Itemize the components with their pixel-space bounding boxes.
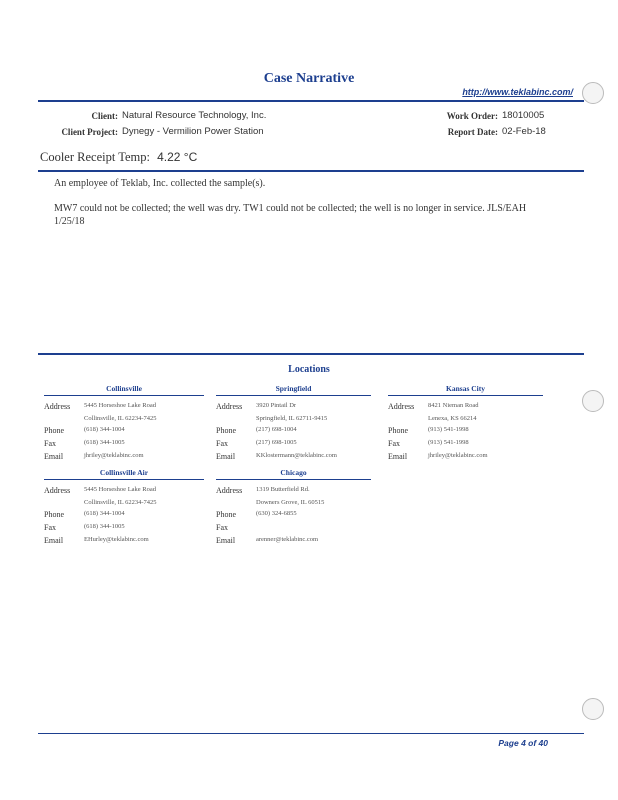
client-project-label: Client Project:: [61, 127, 118, 137]
location-kansas-city: [388, 384, 543, 396]
address-line-1: 5445 Horseshoe Lake Road: [84, 486, 157, 493]
address-label: Address: [216, 402, 243, 411]
fax-value: (618) 344-1005: [84, 439, 125, 446]
city-rule: [44, 395, 204, 396]
phone-label: Phone: [44, 426, 64, 435]
address-line-2: Collinsville, IL 62234-7425: [84, 499, 157, 506]
phone-label: Phone: [216, 426, 236, 435]
narrative-line-2: MW7 could not be collected; the well was dry. TW1 could not be collected; the well is no longer in service. JLS/EAH: [54, 203, 527, 214]
work-order-value: 18010005: [502, 110, 545, 121]
phone-value: (913) 541-1998: [428, 426, 469, 433]
binder-hole-icon: [582, 390, 604, 412]
work-order-label: Work Order:: [446, 111, 498, 121]
cooler-rule: [38, 170, 584, 172]
phone-value: (618) 344-1004: [84, 510, 125, 517]
email-value[interactable]: jhriley@teklabinc.com: [428, 452, 488, 459]
fax-label: Fax: [44, 439, 56, 448]
report-date-label: Report Date:: [447, 127, 498, 137]
address-line-1: 3920 Pintail Dr: [256, 402, 297, 409]
locations-title: Locations: [288, 364, 330, 375]
location-chicago: [216, 468, 371, 480]
email-label: Email: [216, 452, 236, 461]
fax-label: Fax: [216, 439, 228, 448]
city-name: Springfield: [275, 384, 312, 393]
email-value[interactable]: EHurley@teklabinc.com: [84, 536, 149, 543]
email-value[interactable]: arenner@teklabinc.com: [256, 536, 319, 543]
email-label: Email: [216, 536, 236, 545]
city-name: Collinsville: [106, 384, 142, 393]
footer-rule: [38, 733, 584, 734]
address-line-2: Collinsville, IL 62234-7425: [84, 415, 157, 422]
phone-label: Phone: [216, 510, 236, 519]
email-value[interactable]: jhriley@teklabinc.com: [84, 452, 144, 459]
city-name: Chicago: [280, 468, 307, 477]
phone-value: (618) 344-1004: [84, 426, 125, 433]
report-date-value: 02-Feb-18: [502, 126, 546, 137]
city-name: Kansas City: [446, 384, 485, 393]
locations-rule: [38, 353, 584, 355]
address-line-2: Springfield, IL 62711-9415: [256, 415, 328, 422]
city-rule: [216, 479, 371, 480]
phone-label: Phone: [388, 426, 408, 435]
address-label: Address: [44, 486, 71, 495]
address-line-2: Downers Grove, IL 60515: [256, 499, 325, 506]
address-label: Address: [388, 402, 415, 411]
email-value[interactable]: KKlostermann@teklabinc.com: [256, 452, 337, 459]
address-line-2: Lenexa, KS 66214: [428, 415, 477, 422]
client-value: Natural Resource Technology, Inc.: [122, 110, 267, 121]
fax-value: (913) 541-1998: [428, 439, 469, 446]
page-title: Case Narrative: [263, 71, 355, 86]
location-springfield: [216, 384, 371, 396]
client-project-value: Dynegy - Vermilion Power Station: [122, 126, 264, 137]
email-label: Email: [44, 536, 64, 545]
city-name: Collinsville Air: [99, 468, 149, 477]
cooler-temp-value: 4.22 °C: [157, 150, 198, 164]
fax-label: Fax: [44, 523, 56, 532]
phone-value: (630) 324-6855: [256, 510, 297, 517]
client-label: Client:: [91, 111, 118, 121]
cooler-temp-label: Cooler Receipt Temp:: [40, 150, 150, 164]
binder-hole-icon: [582, 82, 604, 104]
narrative-line-3: 1/25/18: [54, 216, 85, 227]
address-line-1: 1319 Butterfield Rd.: [256, 486, 310, 493]
address-label: Address: [216, 486, 243, 495]
fax-label: Fax: [388, 439, 400, 448]
website-link[interactable]: http://www.teklabinc.com/: [462, 87, 573, 97]
location-collinsville: [44, 384, 204, 396]
header-rule: [38, 100, 584, 102]
email-label: Email: [388, 452, 408, 461]
phone-value: (217) 698-1004: [256, 426, 297, 433]
location-collinsville-air: [44, 468, 204, 480]
city-rule: [216, 395, 371, 396]
email-label: Email: [44, 452, 64, 461]
page-number: Page 4 of 40: [498, 738, 548, 748]
address-line-1: 5445 Horseshoe Lake Road: [84, 402, 157, 409]
phone-label: Phone: [44, 510, 64, 519]
fax-value: (217) 698-1005: [256, 439, 297, 446]
fax-label: Fax: [216, 523, 228, 532]
cooler-receipt-temp: [40, 150, 197, 165]
narrative-line-1: An employee of Teklab, Inc. collected the sample(s).: [54, 178, 266, 189]
binder-hole-icon: [582, 698, 604, 720]
city-rule: [44, 479, 204, 480]
city-rule: [388, 395, 543, 396]
fax-value: (618) 344-1005: [84, 523, 125, 530]
address-label: Address: [44, 402, 71, 411]
address-line-1: 8421 Nieman Road: [428, 402, 479, 409]
